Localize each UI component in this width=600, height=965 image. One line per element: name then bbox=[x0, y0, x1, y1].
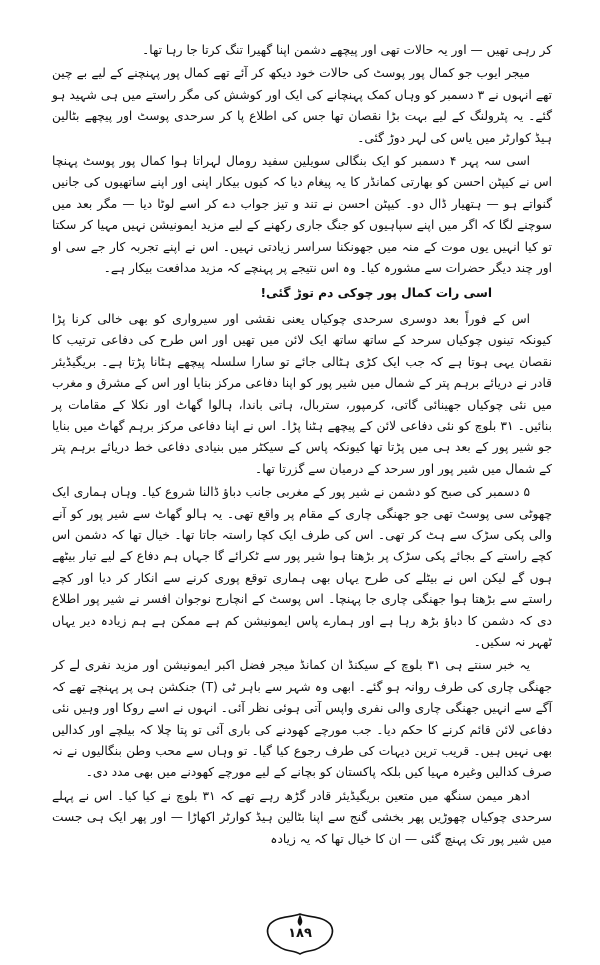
paragraph-4: اس کے فوراً بعد دوسری سرحدی چوکیاں یعنی نقشی اور سیرواری کو بھی خالی کرنا پڑا کیونکہ تینوں چوکیاں سرحد کے ساتھ ساتھ ایک لائن میں تھیں اور اس طرح کی دفاعی ترتیب کا نقصان یہی ہوتا ہے کہ جب ایک کڑی ہٹالی جائے تو سارا سلسلہ پیچھے ہٹانا پڑتا ہے۔ بریگیڈیئر قادر نے دریائے برہم پتر کے شمال میں شیر پور کو اپنا دفاعی مرکز بنایا اور اس کے مشرق و مغرب میں نئی چوکیاں جھینائی گاتی، کرمپور، ستربال، ہاتی باندا، ہالوا گھاٹ اور نکلا کے مقامات پر بنائیں۔ ۳۱ بلوچ کو نئی دفاعی لائن کے پیچھے ہٹنا پڑا۔ اس نے اپنا دفاعی مرکز برہم گھاٹ میں بنایا جو شیر پور کے بعد ہی میں پڑتا تھا کیونکہ پاس کے سیکٹر میں بنیادی دفاعی خط دریائے برہم پتر کے شمال میں شیر پور اور سرحد کے درمیان سے گزرتا تھا۔ bbox=[52, 311, 552, 476]
section-heading: اسی رات کمال پور چوکی دم توڑ گئی! bbox=[260, 286, 492, 301]
paragraph-7: ادھر میمن سنگھ میں متعین بریگیڈیئر قادر گڑھ رہے تھے کہ ۳۱ بلوچ نے کیا کیا۔ اس نے پہلے سرحدی چوکیاں چھوڑیں پھر بخشی گنج سے اپنا بٹالین ہیڈ کوارٹر اکھاڑا — اور پھر ایک ہی جست میں شیر پور تک پہنچ گئی — ان کا خیال تھا کہ یہ زیادہ bbox=[52, 788, 552, 846]
body-text bbox=[52, 40, 552, 852]
page-number: ۱۸۹ bbox=[288, 926, 312, 941]
paragraph-6: یہ خبر سنتے ہی ۳۱ بلوچ کے سیکنڈ ان کمانڈ میجر فضل اکبر ایمونیشن اور مزید نفری لے کر جھنگی چاری کی طرف روانہ ہو گئے۔ ابھی وہ شہر سے باہر ٹی (T) جنکشن ہی پر پہنچے تھے کہ آگے سے انہیں جھنگی چاری والی نفری واپس آتی ہوئی نظر آئی۔ انہوں نے اسے روکا اور وہیں نئی دفاعی لائن قائم کرنے کا حکم دیا۔ جب مورچے کھودنے کی باری آئی تو پتا چلا کہ بیلچے اور کدالیں بھی نہیں ہیں۔ قریب ترین دیہات کی طرف رجوع کیا گیا۔ تو وہاں سے محب وطن بنگالیوں نے نہ صرف کدالیں وغیرہ مہیا کیں بلکہ پاکستان کو بچانے کے لیے مورچے کھودنے میں بھی مدد دی۔ bbox=[52, 658, 553, 780]
paragraph-2: میجر ایوب جو کمال پور پوسٹ کی حالات خود دیکھ کر آئے تھے کمال پور پہنچنے کے لیے بے چین تھے انہوں نے ۳ دسمبر کو وہاں کمک پہنچانے کی ایک اور کوشش کی مگر راستے میں ہی شہید ہو گئے۔ یہ پٹرولنگ کے لیے بہت بڑا نقصان تھا جس کی اطلاع پا کر سرحدی پوسٹ اور پیچھے بٹالین ہیڈ کوارٹر میں یاس کی لہر دوڑ گئی۔ bbox=[52, 66, 552, 145]
paragraph-3: اسی سہ پہر ۴ دسمبر کو ایک بنگالی سویلین سفید رومال لہراتا ہوا کمال پور پوسٹ پہنچا اس نے کیپٹن احسن کو بھارتی کمانڈر کا یہ پیغام دیا کہ کیوں بیکار اپنی اور اپنے ساتھیوں کی جانیں گنواتے ہو — ہتھیار ڈال دو۔ کیپٹن احسن نے تند و تیز جواب دے کر اسے لوٹا دیا — مگر بعد میں سوچنے لگا کہ اگر میں اپنے سپاہیوں کو جنگ جاری رکھنے کے لیے مزید ایمونیشن نہیں مہیا کر سکتا تو کیا انہیں یوں موت کے منہ میں جھونکنا سراسر زیادتی نہیں۔ اس نے اپنے تجربہ کار جے سی او اور چند دیگر حضرات سے مشورہ کیا۔ وہ اس نتیجے پر پہنچے کہ مزید مدافعت بیکار ہے۔ bbox=[52, 154, 552, 276]
paragraph-1: کر رہی تھیں — اور یہ حالات تھی اور پیچھے دشمن اپنا گھیرا تنگ کرتا جا رہا تھا۔ bbox=[142, 43, 552, 57]
page-number-ornament bbox=[260, 912, 340, 956]
paragraph-5: ۵ دسمبر کی صبح کو دشمن نے شیر پور کے مغربی جانب دباؤ ڈالنا شروع کیا۔ وہاں ہماری ایک چھوٹی سی پوسٹ تھی جو جھنگی چاری کے مقام پر واقع تھی۔ یہ ہالو گھاٹ سے شیر پور کو آنے والی پکی سڑک سے ہٹ کر تھی۔ اس کی طرف ایک کچا راستہ جاتا تھا۔ خیال تھا کہ دشمن اس کچے راستے کے بجائے پکی سڑک پر بڑھتا ہوا شیر پور سے ٹکرائے گا جہاں ہم دفاع کے لیے تیار بیٹھے ہوں گے لیکن اس نے بیٹلے کی طرح یہاں بھی ہماری توقع پوری کرنے سے انکار کر دیا اور کچے راستے سے بڑھتا ہوا جھنگی چاری جا پہنچا۔ اس پوسٹ کے انچارج نوجوان افسر نے شیر پور اطلاع دی کہ دشمن کا دباؤ بڑھ رہا ہے اور ہمارے پاس ایمونیشن کم ہے ممکن ہے ہم زیادہ دیر یہاں ٹھہر نہ سکیں۔ bbox=[52, 485, 552, 649]
